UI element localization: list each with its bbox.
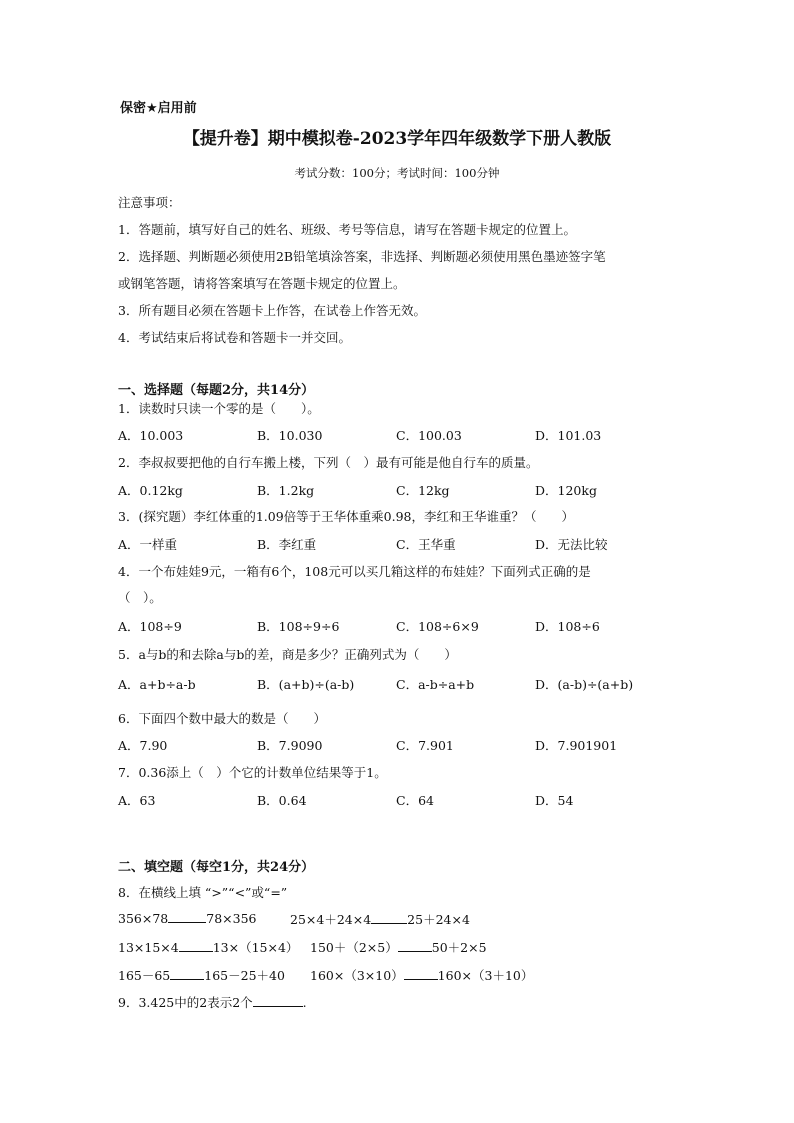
- option-b: B．1.2kg: [257, 483, 315, 498]
- confidential-label: 保密★启用前: [120, 101, 197, 116]
- option-c: C．7.901: [396, 738, 454, 753]
- option-d: D．108÷6: [535, 619, 600, 634]
- note-item: 1．答题前，填写好自己的姓名、班级、考号等信息，请写在答题卡规定的位置上。: [118, 222, 576, 237]
- option-d: D．7.901901: [535, 738, 618, 753]
- option-c: C．64: [396, 793, 434, 808]
- option-a: A．a+b÷a-b: [118, 677, 196, 692]
- question-text: 2．李叔叔要把他的自行车搬上楼，下列（ ）最有可能是他自行车的质量。: [118, 455, 539, 470]
- comparison-item: 165－65 165－25＋40: [118, 968, 285, 983]
- option-b: B．(a+b)÷(a-b): [257, 677, 355, 692]
- question-text: 7．0.36添上（ ）个它的计数单位结果等于1。: [118, 765, 387, 780]
- option-c: C．王华重: [396, 537, 456, 552]
- option-c: C．100.03: [396, 428, 462, 443]
- question-text: 5．a与b的和去除a与b的差，商是多少？正确列式为（ ）: [118, 647, 457, 662]
- notes-heading: 注意事项：: [118, 195, 181, 210]
- option-a: A．63: [118, 793, 156, 808]
- option-a: A．一样重: [118, 537, 178, 552]
- option-b: B．李红重: [257, 537, 317, 552]
- option-c: C．108÷6×9: [396, 619, 479, 634]
- option-d: D．120kg: [535, 483, 597, 498]
- option-d: D．(a-b)÷(a+b): [535, 677, 634, 692]
- comparison-item: 150＋（2×5） 50＋2×5: [310, 940, 487, 955]
- answer-blank[interactable]: [404, 967, 438, 980]
- question-text-cont: （ ）。: [118, 590, 162, 605]
- note-item: 4．考试结束后将试卷和答题卡一并交回。: [118, 330, 351, 345]
- question-text: 9．3.425中的2表示2个 .: [118, 995, 307, 1010]
- option-a: A．7.90: [118, 738, 168, 753]
- option-c: C．12kg: [396, 483, 450, 498]
- answer-blank[interactable]: [179, 939, 213, 952]
- comparison-item: 160×（3×10） 160×（3＋10）: [310, 968, 534, 983]
- option-d: D．101.03: [535, 428, 602, 443]
- page-title: 【提升卷】期中模拟卷-2023学年四年级数学下册人教版: [182, 129, 612, 149]
- option-d: D．54: [535, 793, 574, 808]
- comparison-item: 25×4＋24×4 25＋24×4: [290, 912, 470, 927]
- section-heading: 二、填空题（每空1分，共24分）: [118, 860, 315, 875]
- question-text: 6．下面四个数中最大的数是（ ）: [118, 711, 326, 726]
- option-a: A．108÷9: [118, 619, 182, 634]
- answer-blank[interactable]: [398, 939, 432, 952]
- note-item: 2．选择题、判断题必须使用2B铅笔填涂答案，非选择、判断题必须使用黑色墨迹签字笔: [118, 249, 606, 264]
- option-a: A．10.003: [118, 428, 184, 443]
- question-text: 8．在横线上填 “>”“<”或“=”: [118, 885, 288, 900]
- section-heading: 一、选择题（每题2分，共14分）: [118, 383, 315, 398]
- answer-blank[interactable]: [371, 911, 407, 924]
- option-b: B．7.9090: [257, 738, 323, 753]
- answer-blank[interactable]: [253, 994, 303, 1007]
- option-b: B．0.64: [257, 793, 307, 808]
- note-item: 或钢笔答题，请将答案填写在答题卡规定的位置上。: [118, 276, 406, 291]
- answer-blank[interactable]: [168, 910, 206, 923]
- comparison-item: 13×15×4 13×（15×4）: [118, 940, 299, 955]
- note-item: 3．所有题目必须在答题卡上作答，在试卷上作答无效。: [118, 303, 426, 318]
- option-d: D．无法比较: [535, 537, 608, 552]
- exam-meta: 考试分数：100分；考试时间：100分钟: [294, 166, 500, 180]
- question-text: 1．读数时只读一个零的是（ ）。: [118, 401, 320, 416]
- question-text: 4．一个布娃娃9元，一箱有6个，108元可以买几箱这样的布娃娃？下面列式正确的是: [118, 564, 591, 579]
- question-text: 3．(探究题）李红体重的1.09倍等于王华体重乘0.98，李红和王华谁重？（ ）: [118, 509, 574, 524]
- option-b: B．10.030: [257, 428, 323, 443]
- answer-blank[interactable]: [170, 967, 204, 980]
- comparison-item: 356×78 78×356: [118, 911, 257, 926]
- option-c: C．a-b÷a+b: [396, 677, 475, 692]
- option-b: B．108÷9÷6: [257, 619, 340, 634]
- option-a: A．0.12kg: [118, 483, 183, 498]
